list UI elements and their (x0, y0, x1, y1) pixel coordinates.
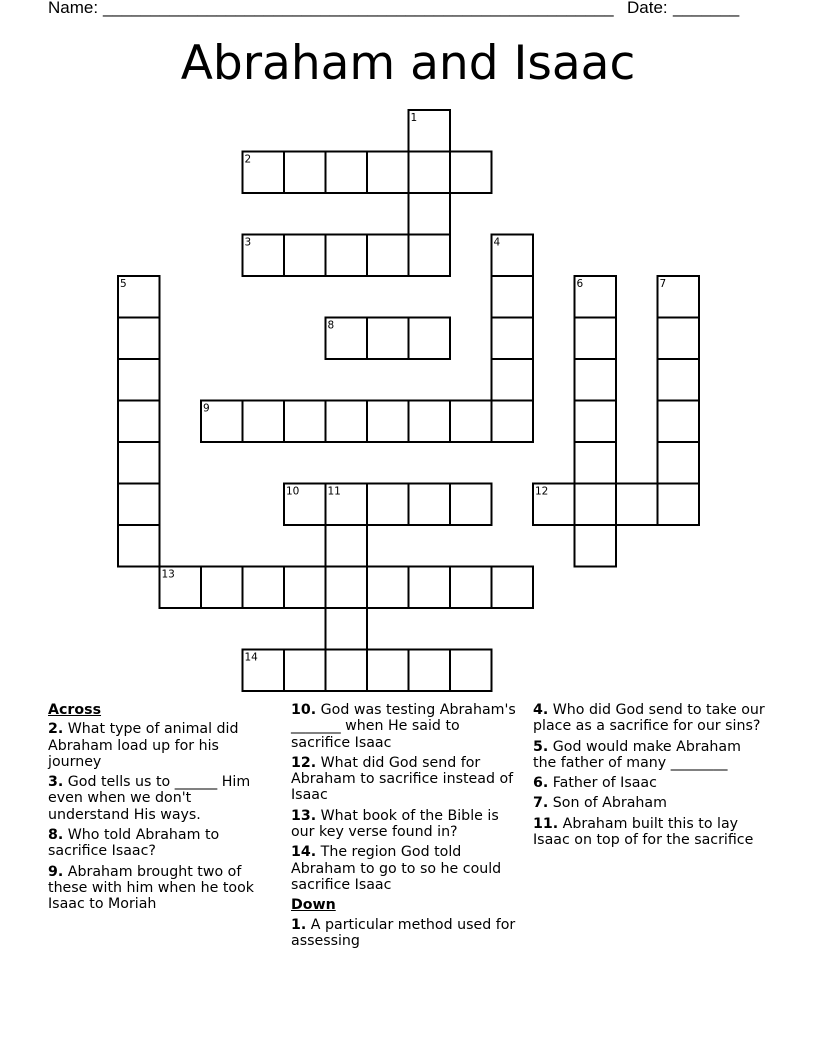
clue-across-10: 10. God was testing Abraham's _______ when He said to sacrifice Isaac (291, 702, 516, 751)
grid-number: 13 (161, 568, 175, 581)
date-line: _______ (673, 0, 740, 17)
clue-down-7: 7. Son of Abraham (533, 795, 667, 812)
name-line: ______________________________________________________ (103, 0, 614, 17)
grid-cell[interactable] (409, 235, 451, 277)
grid-cell[interactable] (409, 318, 451, 360)
grid-number: 11 (327, 485, 341, 498)
grid-cell[interactable] (243, 567, 285, 609)
grid-number: 2 (244, 153, 252, 166)
grid-cell[interactable] (575, 401, 617, 443)
grid-cell[interactable] (492, 276, 534, 318)
grid-cell[interactable] (326, 525, 368, 567)
grid-cell[interactable] (409, 650, 451, 692)
grid-number: 4 (493, 236, 501, 249)
grid-cell[interactable] (409, 152, 451, 194)
grid-number: 3 (244, 236, 252, 249)
clue-across-13: 13. What book of the Bible is our key verse found in? (291, 807, 499, 841)
grid-number: 6 (576, 278, 584, 290)
grid-cell[interactable] (450, 401, 492, 443)
clue-column-1 (48, 702, 276, 917)
grid-cell[interactable] (284, 152, 326, 194)
grid-cell[interactable] (326, 608, 368, 650)
grid-cell[interactable] (367, 650, 409, 692)
grid-cell[interactable] (450, 567, 492, 609)
grid-cell[interactable] (409, 484, 451, 526)
grid-cell[interactable] (118, 401, 160, 443)
grid-cell[interactable] (616, 484, 658, 526)
grid-cell[interactable] (492, 401, 534, 443)
grid-cell[interactable] (118, 359, 160, 401)
clue-down-11: 11. Abraham built this to lay Isaac on top of for the sacrifice (533, 815, 754, 849)
clue-across-8: 8. Who told Abraham to sacrifice Isaac? (48, 827, 220, 860)
grid-cell[interactable] (450, 484, 492, 526)
grid-cell[interactable] (492, 359, 534, 401)
grid-number: 9 (203, 402, 210, 415)
grid-cell[interactable] (450, 650, 492, 692)
grid-cell[interactable] (409, 193, 451, 235)
grid-cell[interactable] (367, 152, 409, 194)
grid-cell[interactable] (118, 484, 160, 526)
grid-number: 7 (659, 278, 667, 290)
grid-cell[interactable] (575, 359, 617, 401)
grid-number: 12 (535, 485, 549, 498)
grid-cell[interactable] (658, 359, 700, 401)
grid-cell[interactable] (658, 401, 700, 443)
grid-cell[interactable] (575, 442, 617, 484)
clue-across-3: 3. God tells us to ______ Him even when we don't understand His ways. (48, 774, 251, 823)
grid-number: 5 (120, 278, 127, 290)
grid-cell[interactable] (658, 318, 700, 360)
grid-cell[interactable] (201, 567, 243, 609)
grid-number: 14 (244, 651, 258, 664)
grid-cell[interactable] (492, 318, 534, 360)
grid-cell[interactable] (118, 525, 160, 567)
clue-across-9: 9. Abraham brought two of these with him when he took Isaac to Moriah (48, 863, 254, 913)
clue-across-2: 2. What type of animal did Abraham load up for his journey (48, 721, 239, 770)
grid-number: 10 (286, 485, 300, 498)
across-heading: Across (48, 702, 102, 718)
down-heading: Down (291, 897, 336, 914)
grid-cell[interactable] (658, 442, 700, 484)
grid-cell[interactable] (492, 567, 534, 609)
grid-cell[interactable] (658, 484, 700, 526)
grid-cell[interactable] (284, 235, 326, 277)
grid-cell[interactable] (409, 567, 451, 609)
grid-cell[interactable] (284, 401, 326, 443)
grid-cell[interactable] (326, 152, 368, 194)
clue-column-3 (533, 702, 768, 852)
grid-cell[interactable] (450, 152, 492, 194)
name-label: Name: (48, 0, 99, 17)
grid-cell[interactable] (118, 318, 160, 360)
grid-cell[interactable] (284, 567, 326, 609)
grid-number: 1 (410, 112, 418, 124)
clue-across-12: 12. What did God send for Abraham to sacrifice instead of Isaac (291, 754, 514, 804)
grid-cell[interactable] (326, 401, 368, 443)
grid-cell[interactable] (367, 401, 409, 443)
date-label: Date: (627, 0, 668, 17)
page-title: Abraham and Isaac (180, 36, 636, 91)
grid-cell[interactable] (243, 401, 285, 443)
grid-cell[interactable] (367, 318, 409, 360)
grid-cell[interactable] (575, 525, 617, 567)
clue-down-6: 6. Father of Isaac (533, 775, 657, 792)
grid-cell[interactable] (326, 567, 368, 609)
grid-cell[interactable] (326, 650, 368, 692)
clue-across-14: 14. The region God told Abraham to go to so he could sacrifice Isaac (291, 844, 502, 893)
clue-down-5: 5. God would make Abraham the father of many ________ (533, 738, 741, 771)
grid-cell[interactable] (367, 567, 409, 609)
grid-cell[interactable] (367, 484, 409, 526)
grid-cell[interactable] (118, 442, 160, 484)
grid-cell[interactable] (409, 401, 451, 443)
grid-cell[interactable] (575, 484, 617, 526)
grid-cell[interactable] (284, 650, 326, 692)
grid-number: 8 (327, 319, 335, 332)
grid-cell[interactable] (575, 318, 617, 360)
clue-down-4: 4. Who did God send to take our place as a sacrifice for our sins? (533, 702, 765, 735)
clue-column-2 (291, 702, 523, 953)
clue-down-1: 1. A particular method used for assessing (291, 916, 516, 949)
grid-cell[interactable] (367, 235, 409, 277)
grid-cell[interactable] (326, 235, 368, 277)
